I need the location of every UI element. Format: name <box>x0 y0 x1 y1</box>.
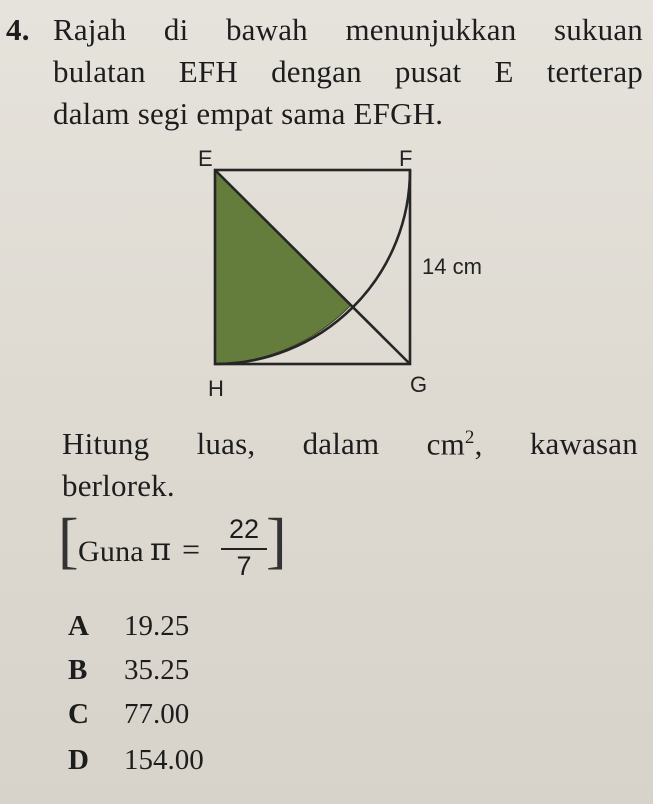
hint-prefix: Guna <box>78 535 144 568</box>
ask-unit-cm: cm <box>426 426 465 462</box>
hint-equals: = <box>182 531 201 567</box>
option-c-value: 77.00 <box>124 698 190 730</box>
ask-line-1 <box>62 418 638 463</box>
option-a-value: 19.25 <box>124 610 190 642</box>
ask-word-luas: luas, <box>196 426 256 462</box>
option-d-letter: D <box>68 744 89 776</box>
ask-unit <box>427 418 483 463</box>
question-line-1: Rajah di bawah menunjukkan sukuan <box>53 12 643 47</box>
hint-denominator: 7 <box>236 551 252 581</box>
label-h: H <box>208 376 224 401</box>
side-length-label: 14 cm <box>422 254 482 279</box>
option-d-value: 154.00 <box>124 744 204 776</box>
hint-right-bracket: ] <box>266 507 287 575</box>
option-c-letter: C <box>68 698 89 730</box>
label-f: F <box>399 146 413 171</box>
ask-word-hitung: Hitung <box>62 426 150 462</box>
hint-numerator: 22 <box>228 514 260 544</box>
option-a-letter: A <box>68 610 89 642</box>
option-b-value: 35.25 <box>124 654 190 686</box>
hint-left-bracket: [ <box>58 507 79 575</box>
question-line-2: bulatan EFH dengan pusat E terterap <box>53 54 643 89</box>
ask-word-dalam: dalam <box>302 426 380 462</box>
hint-fraction-bar <box>221 548 267 550</box>
hint-pi: π <box>150 530 172 568</box>
ask-line-2: berlorek. <box>62 468 175 503</box>
question-number: 4. <box>6 12 30 47</box>
ask-unit-superscript: 2 <box>464 427 475 448</box>
ask-comma: , <box>474 426 483 462</box>
shaded-region <box>215 170 351 364</box>
option-b-letter: B <box>68 654 88 686</box>
ask-word-kawasan: kawasan <box>529 426 638 462</box>
question-line-3: dalam segi empat sama EFGH. <box>53 96 444 131</box>
label-g: G <box>410 372 428 397</box>
label-e: E <box>198 146 213 171</box>
